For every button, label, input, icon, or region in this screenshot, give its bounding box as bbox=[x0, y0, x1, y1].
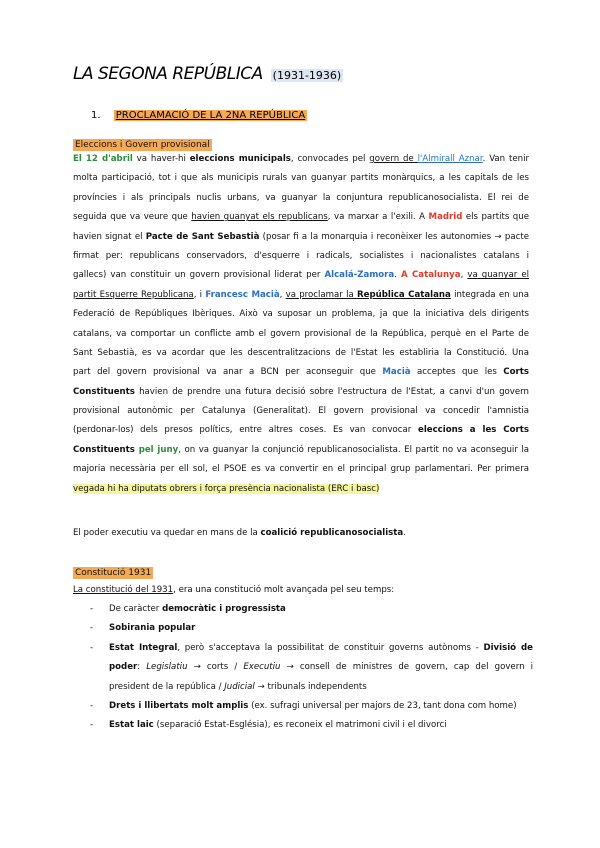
list-item: - Estat laic (separació Estat-Església), es reconeix el matrimoni civil i el divorci bbox=[90, 720, 447, 731]
section-number: 1. bbox=[91, 110, 101, 121]
para-line: molta participació, tot i que als municipis rurals van guanyar partits monàrquics, a les capitals de les bbox=[73, 173, 529, 184]
subheading-constitution: Constitució 1931 bbox=[75, 568, 152, 578]
para-line: Constituents pel juny, on va guanyar la conjunció republicanosocialista. El partit no va aconseguir la bbox=[73, 444, 529, 455]
para-line: catalans, va comportar un conflicte amb el govern provisional de la República, perquè en el Parte de bbox=[73, 328, 529, 339]
section-heading bbox=[91, 110, 307, 121]
link-almirall-aznar[interactable]: l'Almirall Aznar bbox=[417, 154, 483, 164]
paragraph-elections bbox=[73, 150, 529, 499]
subheading-elections: Eleccions i Govern provisional bbox=[75, 140, 210, 150]
title-text: LA SEGONA REPÚBLICA bbox=[73, 64, 263, 84]
para-line: Sant Sebastià, es va acordar que les descentralitzacions de l'Estat les establiria la Constitució. Una bbox=[73, 347, 529, 358]
para-line: El 12 d'abril va haver-hi eleccions municipals, convocades pel govern de l'Almirall Aznar. Van tenir bbox=[73, 154, 529, 164]
para-line: majoria necessària per ell sol, el PSOE es va convertir en el principal grup parlamentari. Per primera bbox=[73, 464, 529, 475]
constitution-features-list bbox=[73, 600, 533, 736]
list-item: - Estat Integral, però s'acceptava la possibilitat de constituir governs autònoms - Divisió de poder: Legislatiu → corts / Executiu → consell de ministres de govern, cap del govern i president de la república / Judicial → tribunals independents bbox=[90, 642, 534, 692]
para-line: firmat per: republicans conservadors, d'esquerre i radicals, socialistes i nacionalistes catalans i bbox=[73, 250, 529, 261]
list-item: - De caràcter democràtic i progressista bbox=[90, 604, 286, 614]
para-line: (perdonar-los) dels presos polítics, entre altres coses. Es van convocar eleccions a les Corts bbox=[73, 425, 529, 436]
list-item: - Sobirania popular bbox=[90, 623, 196, 634]
para-line: havien signat el Pacte de Sant Sebastià (posar fi a la monarquia i reconèixer les autonomies → pacte bbox=[73, 231, 529, 242]
para-line: part del govern provisional va anar a BCN per aconseguir que Macià acceptes que les Corts bbox=[73, 367, 529, 378]
para-line: vegada hi ha diputats obrers i força presència nacionalista (ERC i basc) bbox=[73, 483, 380, 494]
para-line: províncies i als principals nuclis urbans, va guanyar la conjuntura republicanosocialista. El rei de bbox=[73, 192, 529, 203]
constitution-intro: La constitució del 1931, era una constitució molt avançada pel seu temps: bbox=[73, 585, 395, 595]
para-line: partit Esquerre Republicana, i Francesc Macià, va proclamar la República Catalana integrada en una bbox=[73, 289, 529, 300]
para-line: provisional autonòmic per Catalunya (Generalitat). El govern provisional va concedir l'amnistia bbox=[73, 406, 529, 417]
title-years: (1931-1936) bbox=[272, 69, 342, 82]
para-line: seguida que va veure que havien guanyat els republicans, va marxar a l'exili. A Madrid els partits que bbox=[73, 212, 529, 223]
section-title: PROCLAMACIÓ DE LA 2NA REPÚBLICA bbox=[115, 110, 306, 121]
para-line: Constituents havien de prendre una futura decisió sobre l'estructura de l'Estat, a canvi d'un govern bbox=[73, 386, 529, 397]
list-item: - Drets i llibertats molt amplis (ex. sufragi universal per majors de 23, tant dona com home) bbox=[90, 701, 517, 712]
para-line: Federació de Repúbliques Ibèriques. Això va suposar un problema, ja que la iniciativa dels dirigents bbox=[73, 309, 529, 320]
para-line: gallecs) van constituir un govern provisional liderat per Alcalá-Zamora. A Catalunya, va guanyar el bbox=[73, 270, 530, 281]
document-title bbox=[73, 64, 343, 84]
executive-power-sentence: El poder executiu va quedar en mans de la coalició republicanosocialista. bbox=[73, 528, 406, 538]
